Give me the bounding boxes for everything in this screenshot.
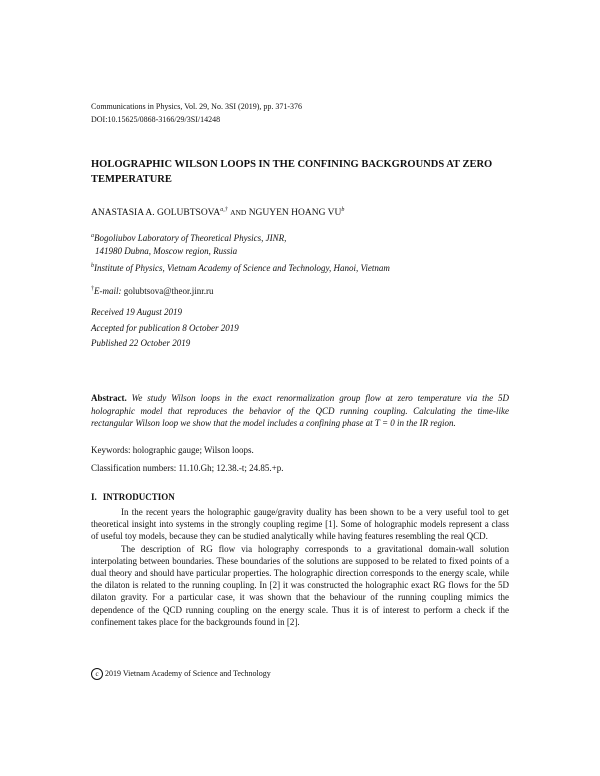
email-address: golubtsova@theor.jinr.ru	[123, 286, 214, 296]
journal-citation: Communications in Physics, Vol. 29, No. 3SI (2019), pp. 371-376	[91, 102, 303, 111]
publication-dates	[91, 305, 239, 352]
accepted-date: Accepted for publication 8 October 2019	[91, 322, 239, 333]
copyright-icon: c	[91, 668, 103, 680]
affiliation-a	[91, 230, 286, 258]
journal-doi: DOI:10.15625/0868-3166/29/3SI/14248	[91, 115, 221, 124]
affiliation-b	[91, 260, 390, 275]
affiliation-text: Institute of Physics, Vietnam Academy of Science and Technology, Hanoi, Vietnam	[94, 263, 390, 273]
affiliation-superscript: a	[91, 233, 94, 239]
section-heading	[91, 491, 175, 504]
author-conjunction: AND	[230, 208, 247, 218]
email-superscript: †	[91, 286, 94, 292]
affiliation-text: Bogoliubov Laboratory of Theoretical Physics, JINR,	[94, 233, 287, 243]
published-date: Published 22 October 2019	[91, 338, 191, 348]
author-superscript: a,†	[220, 207, 228, 213]
classification-numbers: Classification numbers: 11.10.Gh; 12.38.-t; 24.85.+p.	[91, 463, 284, 473]
author-name: ANASTASIA A. GOLUBTSOVA	[91, 208, 221, 219]
abstract	[91, 392, 509, 430]
paragraph: In the recent years the holographic gauge/gravity duality has been shown to be a very useful tool to get theoretical insight into systems in the strongly coupling regime [1]. Some of holographic models represent a class of useful toy models, because they can be studied analytically while having features resembling the real QCD.	[91, 507, 509, 542]
author-superscript: b	[341, 207, 345, 213]
affiliation-superscript: b	[91, 263, 94, 269]
paragraph: The description of RG flow via holography corresponds to a gravitational domain-wall solution interpolating between boundaries. These boundaries of the solutions are supposed to be related to fixed points of a dual theory and should have particular properties. The holographic direction corresponds to the energy scale, while the dilaton is related to the running coupling. In [2] it was constructed the holographic exact RG flows for the 5D dilaton gravity. For a particular case, it was shown that the behaviour of the running coupling mimics the dependence of the QCD running coupling on the energy scale. Thus it is of interest to perform a check if the confinement takes place for the backgrounds found in [2].	[91, 543, 509, 627]
abstract-label: Abstract.	[91, 393, 127, 403]
email-line	[91, 283, 214, 298]
keywords: Keywords: holographic gauge; Wilson loops.	[91, 445, 254, 455]
section-title: INTRODUCTION	[102, 492, 175, 502]
copyright-footer	[91, 668, 271, 680]
author-name: NGUYEN HOANG VU	[248, 208, 342, 219]
journal-header	[91, 100, 302, 126]
copyright-text: 2019 Vietnam Academy of Science and Technology	[105, 669, 271, 678]
affiliation-text: 141980 Dubna, Moscow region, Russia	[95, 246, 238, 256]
email-label: E-mail:	[94, 286, 122, 296]
paper-title: HOLOGRAPHIC WILSON LOOPS IN THE CONFINING BACKGROUNDS AT ZERO TEMPERATURE	[91, 159, 493, 185]
author-list	[91, 204, 344, 220]
received-date: Received 19 August 2019	[91, 307, 183, 317]
section-number: I.	[91, 492, 97, 502]
introduction-body	[91, 506, 509, 628]
abstract-text: We study Wilson loops in the exact renormalization group flow at zero temperature via the 5D holographic model that reproduces the behavior of the QCD running coupling. Calculating the time-like rectangular Wilson loop we show that the model includes a confining phase at T = 0 in the IR region.	[91, 393, 509, 428]
